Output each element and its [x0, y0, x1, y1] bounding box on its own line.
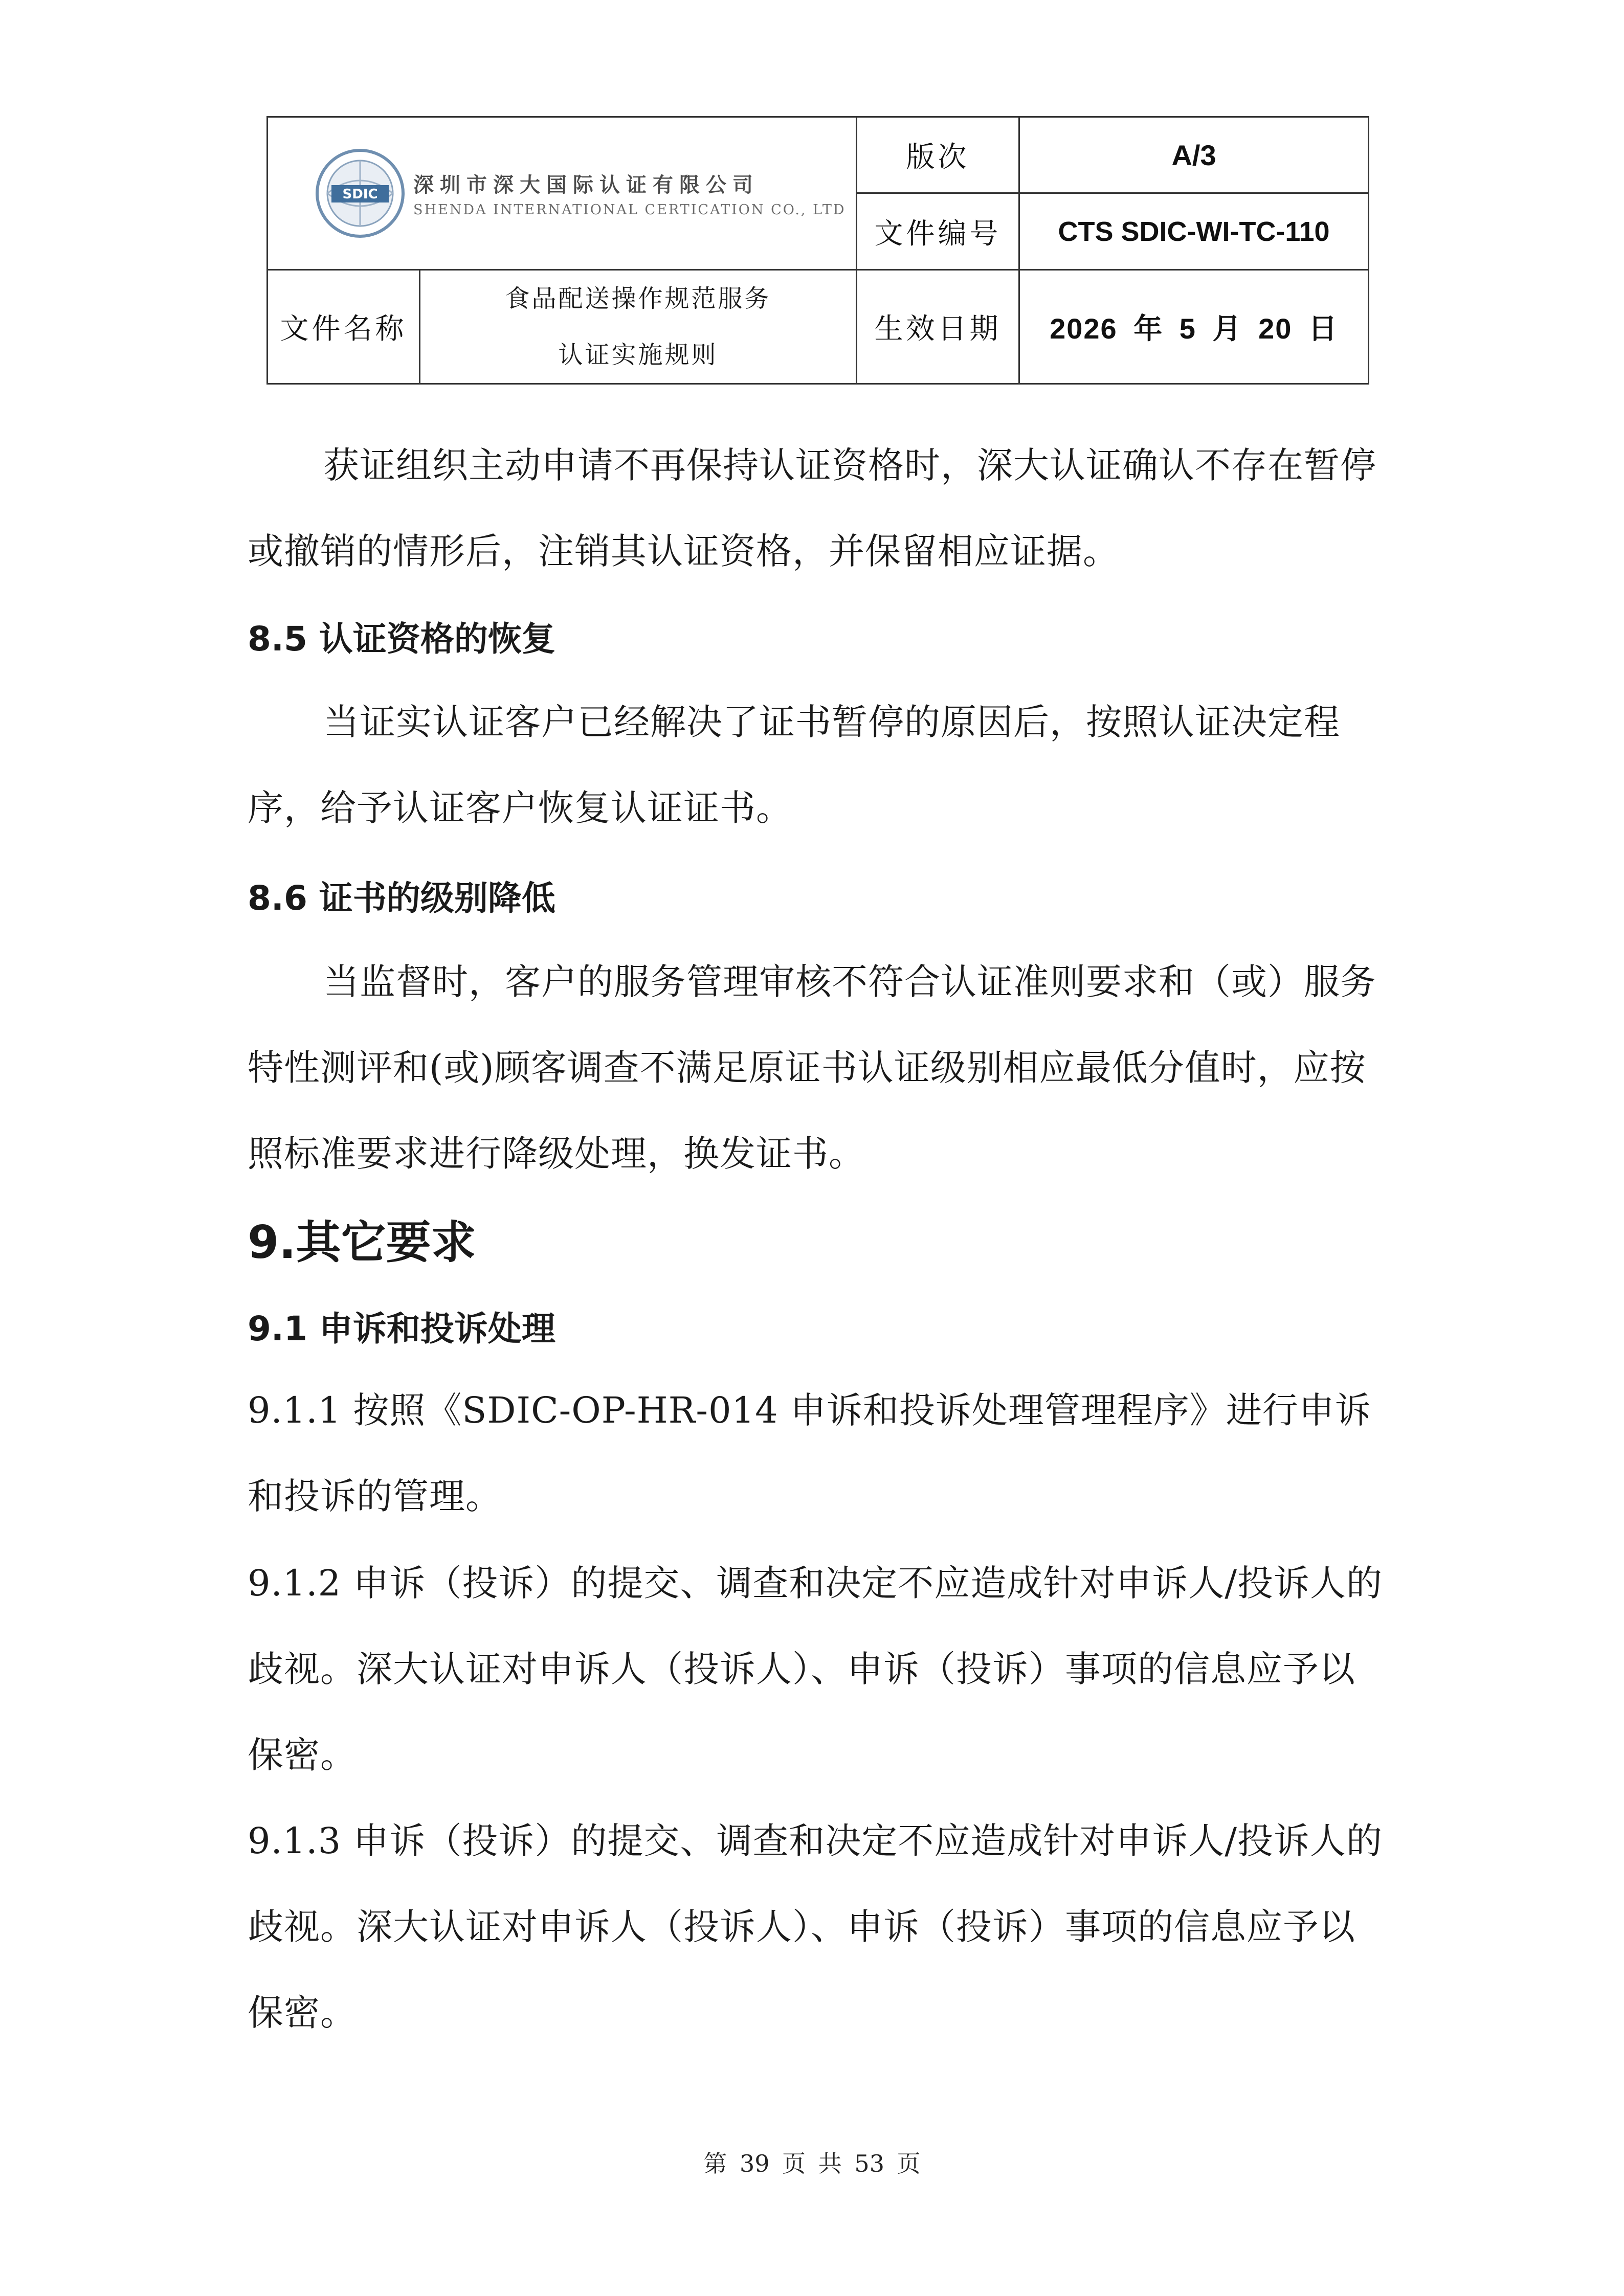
effective-date-label: 生效日期	[857, 270, 1019, 384]
doc-name-label: 文件名称	[268, 270, 420, 384]
page-number-footer: 第 39 页 共 53 页	[703, 2150, 921, 2177]
heading-9: 9.其它要求	[248, 1216, 476, 1269]
doc-number-value: CTS SDIC-WI-TC-110	[1019, 193, 1369, 270]
company-logo-cell	[268, 117, 857, 270]
doc-number-label: 文件编号	[857, 193, 1019, 270]
heading-9-1: 9.1 申诉和投诉处理	[248, 1309, 555, 1348]
doc-name-line-2: 认证实施规则	[558, 341, 718, 369]
company-name-zh: 深圳市深大国际认证有限公司	[413, 173, 759, 197]
sdic-logo-icon	[314, 147, 406, 239]
paragraph-certificate-downgrade: 当监督时，客户的服务管理审核不符合认证准则要求和（或）服务特性测评和(或)顾客调查不满足原证书认证级别相应最低分值时，应按照标准要求进行降级处理，换发证书。	[248, 961, 1376, 1175]
heading-8-6: 8.6 证书的级别降低	[248, 879, 555, 918]
effective-date-value: 2026 年 5 月 20 日	[1019, 270, 1369, 384]
document-header-table	[266, 116, 1369, 385]
doc-name-value	[420, 270, 857, 384]
version-value: A/3	[1019, 117, 1369, 193]
paragraph-certification-cancel: 获证组织主动申请不再保持认证资格时，深大认证确认不存在暂停或撤销的情形后，注销其认证资格，并保留相应证据。	[248, 444, 1376, 572]
heading-8-5: 8.5 认证资格的恢复	[248, 619, 555, 659]
doc-name-line-1: 食品配送操作规范服务	[505, 284, 771, 313]
version-label: 版次	[857, 117, 1019, 193]
paragraph-9-1-3: 9.1.3 申诉（投诉）的提交、调查和决定不应造成针对申诉人/投诉人的歧视。深大认证对申诉人（投诉人）、申诉（投诉）事项的信息应予以保密。	[248, 1820, 1383, 2034]
paragraph-certification-restore: 当证实认证客户已经解决了证书暂停的原因后，按照认证决定程序，给予认证客户恢复认证证书。	[248, 701, 1340, 829]
logo-text: SDIC	[342, 187, 378, 202]
company-name-en: SHENDA INTERNATIONAL CERTICATION CO., LTD	[413, 202, 846, 218]
paragraph-9-1-1: 9.1.1 按照《SDIC-OP-HR-014 申诉和投诉处理管理程序》进行申诉和投诉的管理。	[248, 1389, 1371, 1517]
paragraph-9-1-2: 9.1.2 申诉（投诉）的提交、调查和决定不应造成针对申诉人/投诉人的歧视。深大认证对申诉人（投诉人）、申诉（投诉）事项的信息应予以保密。	[248, 1562, 1383, 1776]
